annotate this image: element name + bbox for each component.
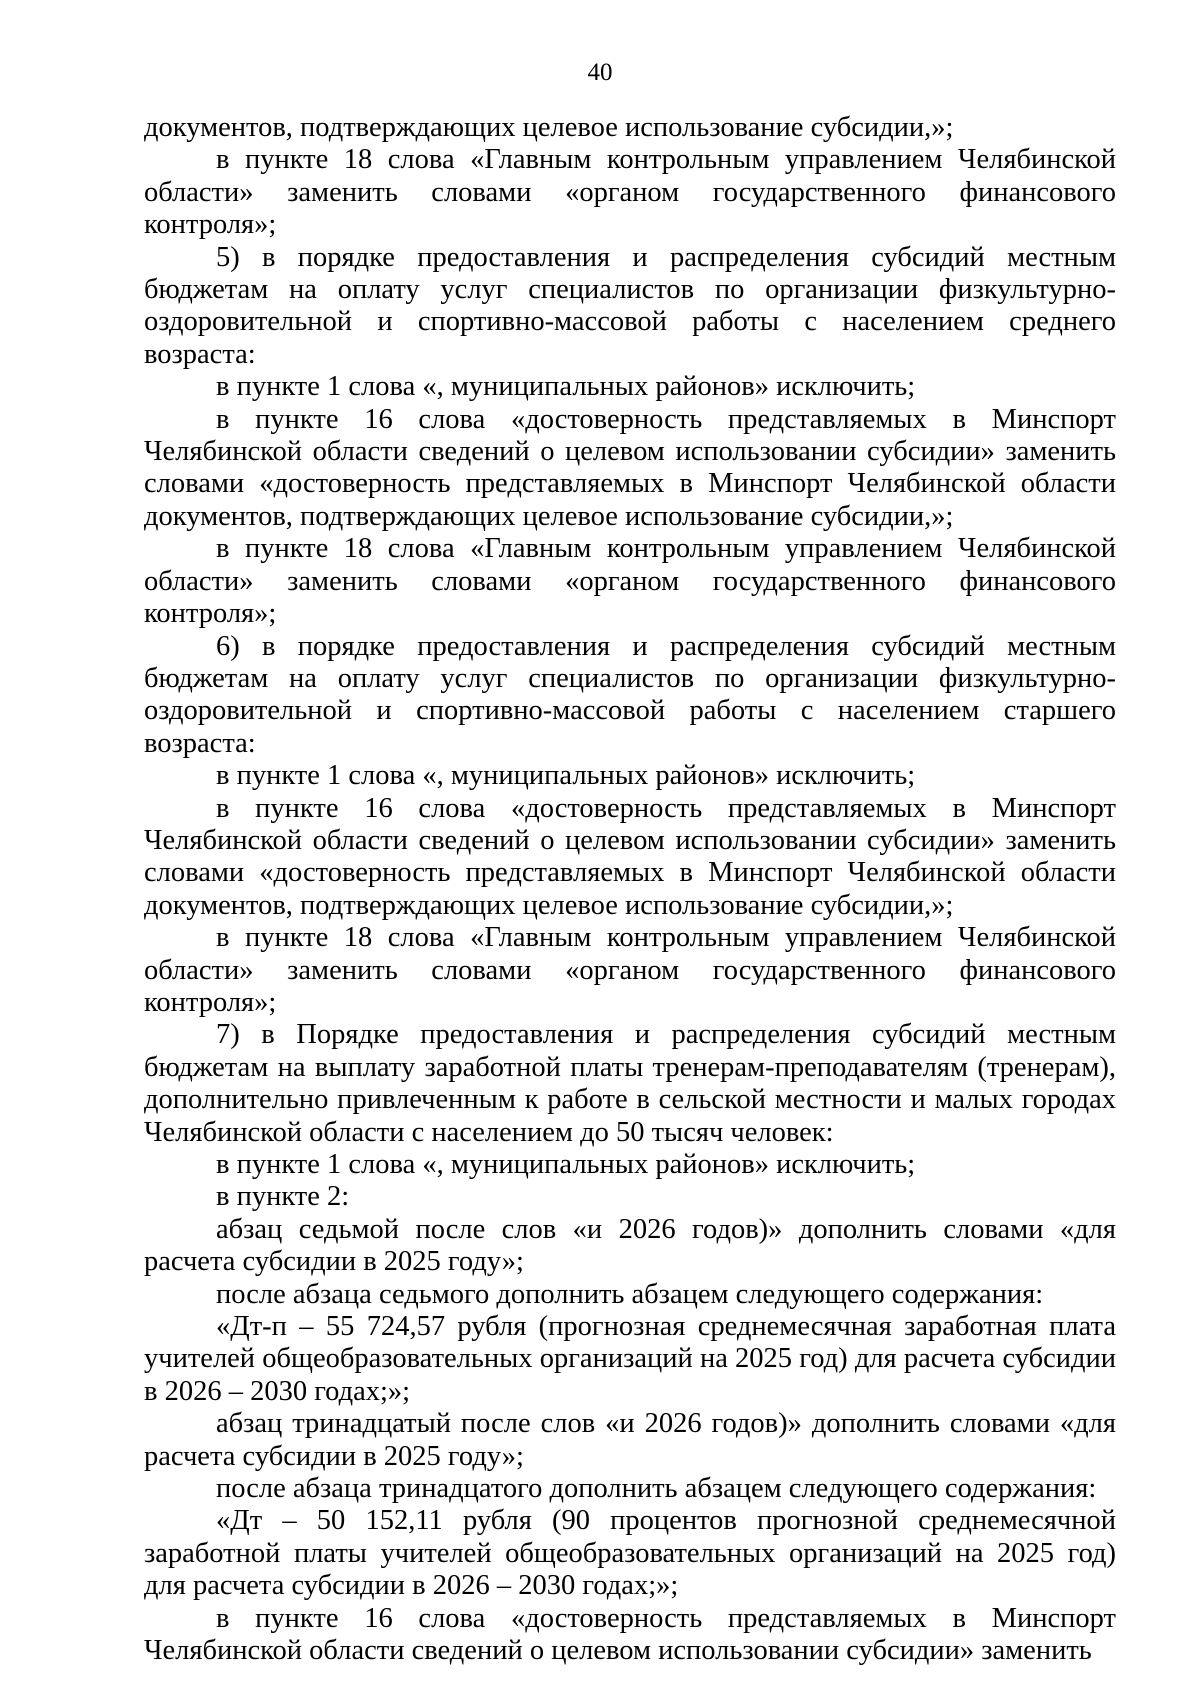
paragraph: в пункте 1 слова «, муниципальных районов» исключить; <box>216 371 916 403</box>
paragraph: в пункте 2: <box>216 1181 350 1213</box>
paragraph: в пункте 18 слова «Главным контрольным управлением Челябинской области» заменить словами «органом государственного финансового контроля»; <box>144 533 1116 630</box>
document-body <box>144 112 1116 1668</box>
paragraph: абзац тринадцатый после слов «и 2026 годов)» дополнить словами «для расчета субсидии в 2025 году»; <box>144 1408 1116 1472</box>
paragraph: абзац седьмой после слов «и 2026 годов)» дополнить словами «для расчета субсидии в 2025 году»; <box>144 1213 1116 1278</box>
paragraph: «Дт – 50 152,11 рубля (90 процентов прогнозной среднемесячной заработной платы учителей общеобразовательных организаций на 2025 год) для расчета субсидии в 2026 – 2030 годах;»; <box>144 1505 1116 1602</box>
paragraph: 5) в порядке предоставления и распределения субсидий местным бюджетам на оплату услуг специалистов по организации физкультурно-оздоровительной и спортивно-массовой работы с населением среднего возраста: <box>144 241 1116 370</box>
paragraph: 7) в Порядке предоставления и распределения субсидий местным бюджетам на выплату заработной платы тренерам-преподавателям (тренерам), дополнительно привлеченным к работе в сельской местности и малых городах Челябинской области с населением до 50 тысяч человек: <box>144 1019 1116 1148</box>
paragraph: в пункте 1 слова «, муниципальных районов» исключить; <box>216 760 916 792</box>
paragraph: в пункте 18 слова «Главным контрольным управлением Челябинской области» заменить словами «органом государственного финансового контроля»; <box>144 922 1116 1018</box>
paragraph: после абзаца тринадцатого дополнить абзацем следующего содержания: <box>216 1473 1097 1505</box>
paragraph: в пункте 16 слова «достоверность представляемых в Минспорт Челябинской области сведений о целевом использовании субсидии» заменить словами «достоверность представляемых в Минспорт Челябинской области документов, подтверждающих целевое использование субсидии,»; <box>144 403 1116 532</box>
paragraph: в пункте 1 слова «, муниципальных районов» исключить; <box>216 1149 916 1180</box>
paragraph: в пункте 18 слова «Главным контрольным управлением Челябинской области» заменить словами «органом государственного финансового контроля»; <box>144 144 1116 241</box>
paragraph: «Дт-п – 55 724,57 рубля (прогнозная среднемесячная заработная плата учителей общеобразовательных организаций на 2025 год) для расчета субсидии в 2026 – 2030 годах;»; <box>144 1311 1116 1407</box>
paragraph: документов, подтверждающих целевое использование субсидии,»; <box>144 112 954 143</box>
paragraph: после абзаца седьмого дополнить абзацем следующего содержания: <box>216 1278 1044 1310</box>
paragraph: в пункте 16 слова «достоверность представляемых в Минспорт Челябинской области сведений о целевом использовании субсидии» заменить <box>144 1602 1116 1667</box>
paragraph: в пункте 16 слова «достоверность представляемых в Минспорт Челябинской области сведений о целевом использовании субсидии» заменить словами «достоверность представляемых в Минспорт Челябинской области документов, подтверждающих целевое использование субсидии,»; <box>144 792 1116 921</box>
paragraph: 6) в порядке предоставления и распределения субсидий местным бюджетам на оплату услуг специалистов по организации физкультурно-оздоровительной и спортивно-массовой работы с населением старшего возраста: <box>144 630 1116 759</box>
page-number: 40 <box>587 59 613 86</box>
